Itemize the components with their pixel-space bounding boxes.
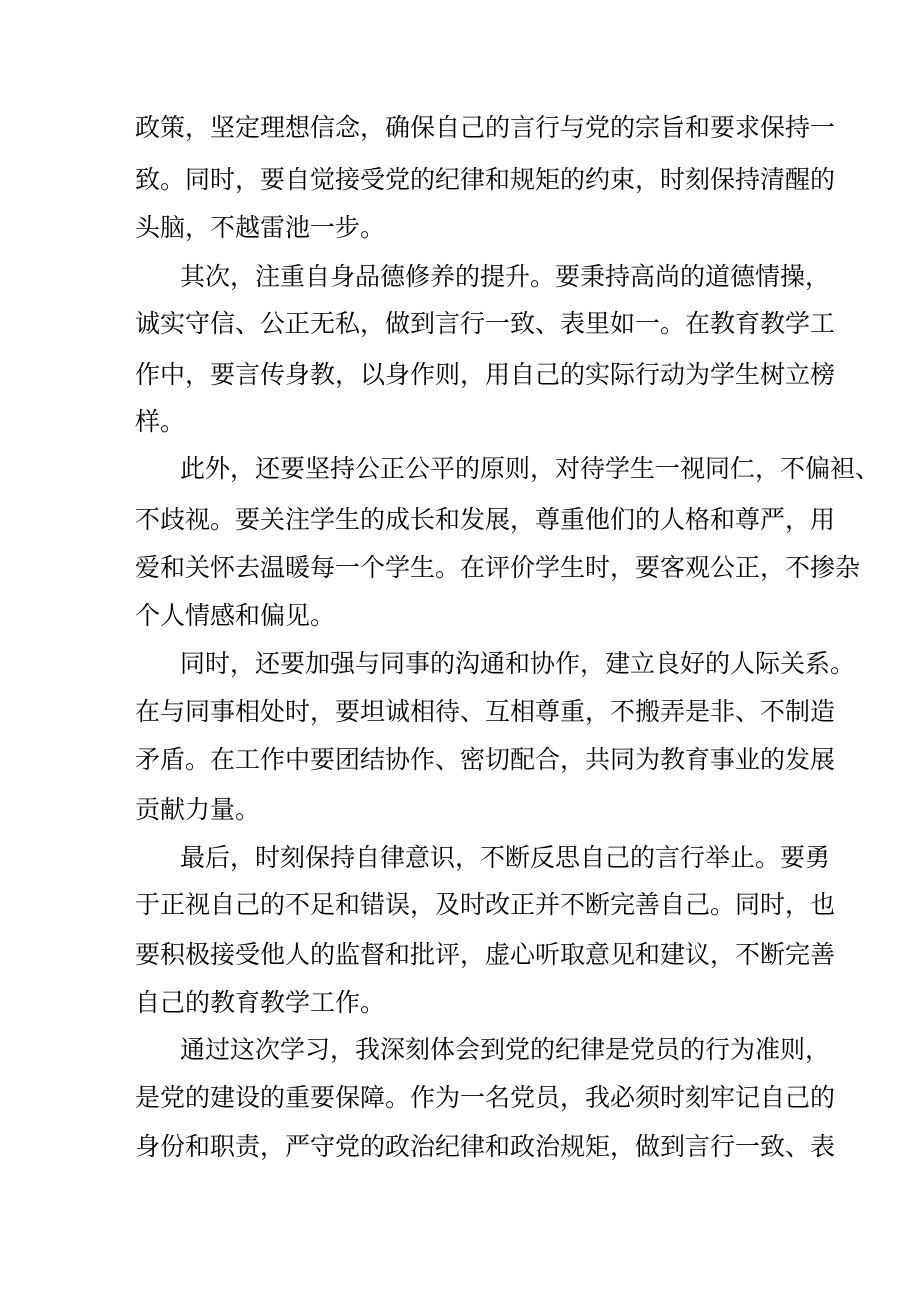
text-line xyxy=(0,738,920,782)
text-line xyxy=(0,883,920,927)
text-line xyxy=(0,933,920,977)
text-line-content: 于正视自己的不足和错误，及时改正并不断完善自己。同时，也 xyxy=(135,890,836,919)
text-line-content: 诚实守信、公正无私，做到言行一致、表里如一。在教育教学工 xyxy=(135,309,836,338)
text-line-content: 样。 xyxy=(135,407,186,436)
text-line-content: 同时，还要加强与同事的沟通和协作，建立良好的人际关系。 xyxy=(180,649,856,678)
text-line-content: 最后，时刻保持自律意识，不断反思自己的言行举止。要勇 xyxy=(180,843,831,872)
text-line-content: 要积极接受他人的监督和批评，虚心听取意见和建议，不断完善 xyxy=(135,940,836,969)
text-line xyxy=(0,1028,920,1072)
text-line-content: 个人情感和偏见。 xyxy=(135,601,336,630)
text-line-content: 自己的教育教学工作。 xyxy=(135,988,386,1017)
text-line xyxy=(0,206,920,250)
text-line xyxy=(0,1125,920,1169)
text-line xyxy=(0,594,920,638)
text-line-content: 是党的建设的重要保障。作为一名党员，我必须时刻牢记自己的 xyxy=(135,1083,836,1112)
text-line-content: 通过这次学习，我深刻体会到党的纪律是党员的行为准则， xyxy=(180,1035,831,1064)
text-line xyxy=(0,353,920,397)
text-line xyxy=(0,255,920,299)
text-line-content: 作中，要言传身教，以身作则，用自己的实际行动为学生树立榜 xyxy=(135,360,836,389)
text-line-content: 其次，注重自身品德修养的提升。要秉持高尚的道德情操， xyxy=(180,262,831,291)
text-line-content: 身份和职责，严守党的政治纪律和政治规矩，做到言行一致、表 xyxy=(135,1132,836,1161)
text-line-content: 政策，坚定理想信念，确保自己的言行与党的宗旨和要求保持一 xyxy=(135,113,836,142)
text-line xyxy=(0,106,920,150)
text-line xyxy=(0,546,920,590)
text-line xyxy=(0,642,920,686)
text-line-content: 在与同事相处时，要坦诚相待、互相尊重，不搬弄是非、不制造 xyxy=(135,697,836,726)
text-line xyxy=(0,981,920,1025)
text-line-content: 致。同时，要自觉接受党的纪律和规矩的约束，时刻保持清醒的 xyxy=(135,165,836,194)
text-line xyxy=(0,400,920,444)
text-line xyxy=(0,447,920,491)
text-line xyxy=(0,302,920,346)
text-line xyxy=(0,158,920,202)
text-line xyxy=(0,690,920,734)
text-line-content: 头脑，不越雷池一步。 xyxy=(135,213,386,242)
text-line-content: 不歧视。要关注学生的成长和发展，尊重他们的人格和尊严，用 xyxy=(135,505,836,534)
text-line xyxy=(0,788,920,832)
text-line-content: 矛盾。在工作中要团结协作、密切配合，共同为教育事业的发展 xyxy=(135,745,836,774)
text-line-content: 此外，还要坚持公正公平的原则，对待学生一视同仁，不偏袒、 xyxy=(180,454,881,483)
text-line xyxy=(0,498,920,542)
text-line-content: 贡献力量。 xyxy=(135,795,261,824)
text-line xyxy=(0,1076,920,1120)
text-line-content: 爱和关怀去温暖每一个学生。在评价学生时，要客观公正，不掺杂 xyxy=(135,553,861,582)
text-line xyxy=(0,836,920,880)
